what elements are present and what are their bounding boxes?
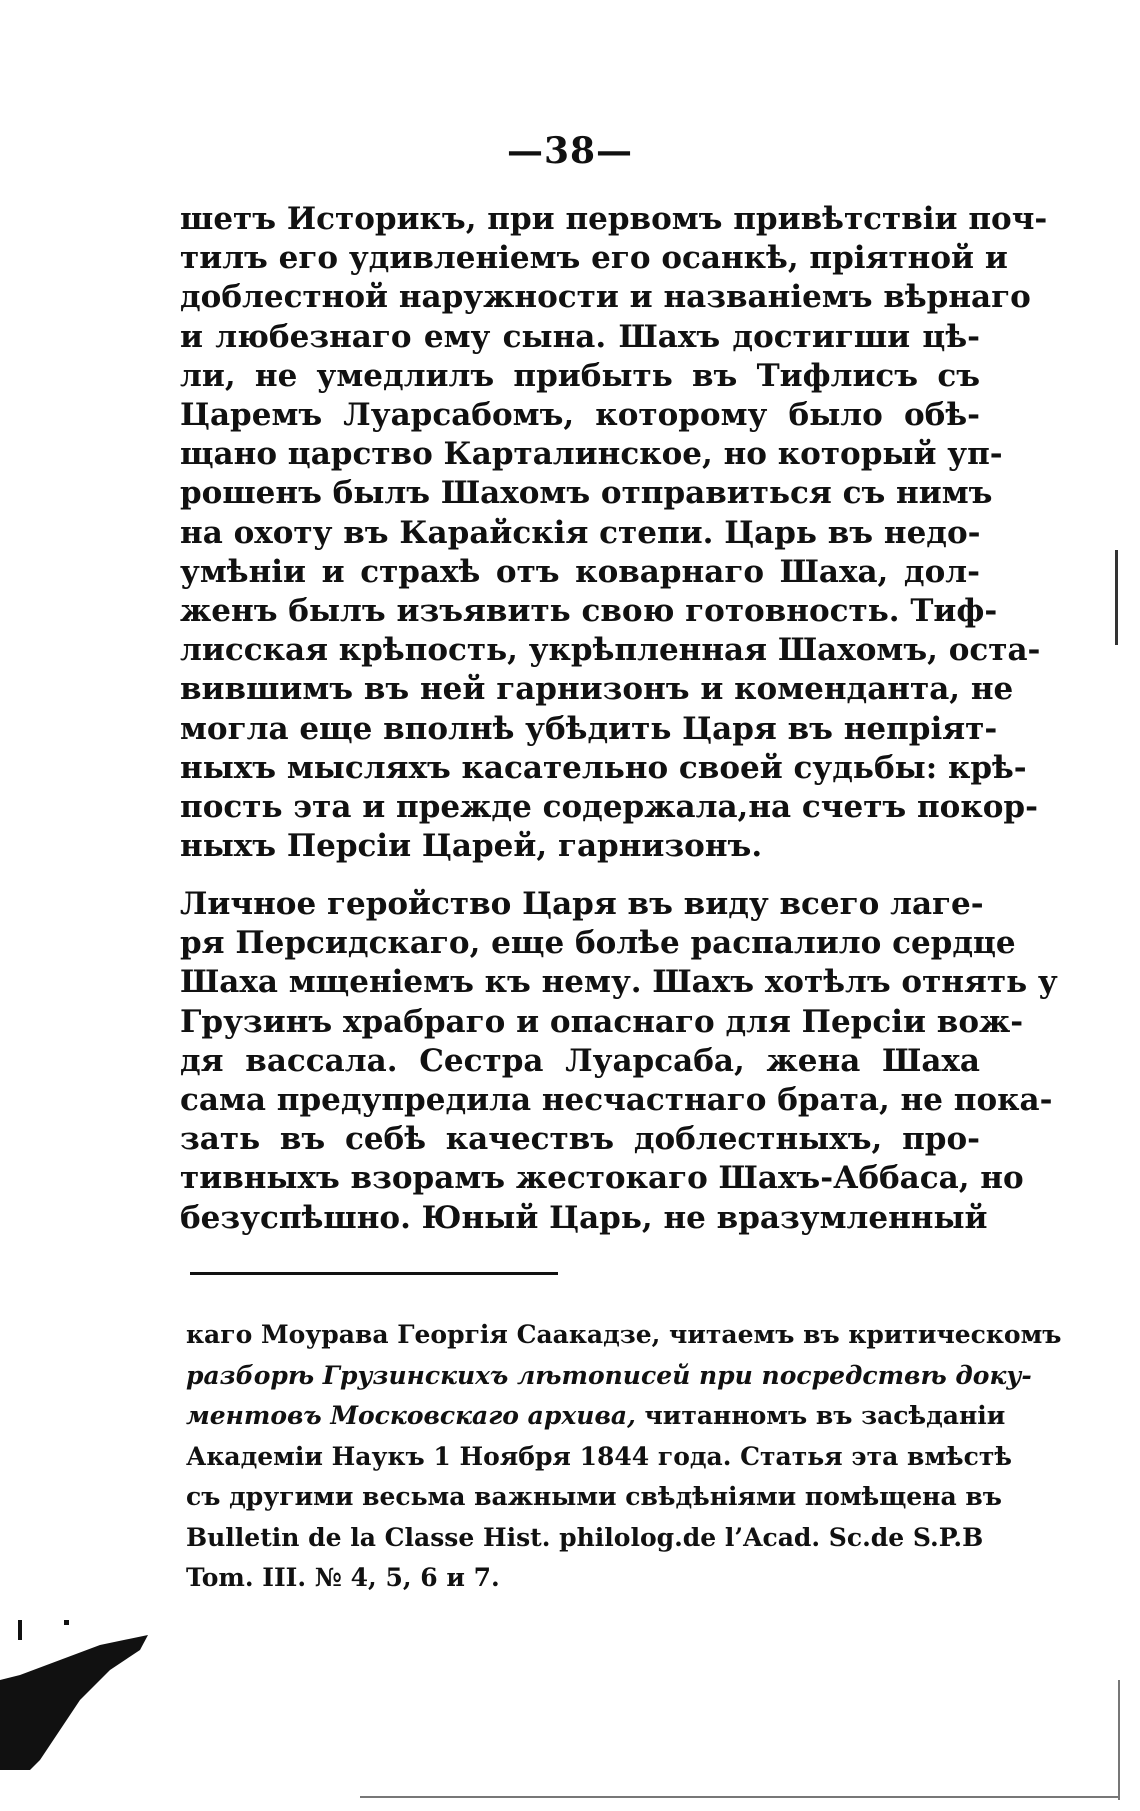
text-line: сама предупредила несчастнаго брата, не пока- [180,1082,1053,1119]
text-line: рошенъ былъ Шахомъ отправиться съ нимъ [180,475,993,512]
text-line: ныхъ Персіи Царей, гарнизонъ. [180,828,763,865]
text-line: Личное геройство Царя въ виду всего лаге- [180,886,984,922]
footnote-line: Академіи Наукъ 1 Ноября 1844 года. Статья эта вмѣстѣ [186,1441,1012,1471]
text-line: доблестной наружности и названіемъ вѣрнаго [180,279,1031,316]
footnote-divider [190,1272,558,1275]
text-line: женъ былъ изъявить свою готовность. Тиф- [180,593,998,630]
footnote-line [186,1396,1006,1437]
text-line: пость эта и прежде содержала,на счетъ покор- [180,789,1038,826]
text-line: зать въ себѣ качествъ доблестныхъ, про- [180,1121,980,1158]
footnote-text: читанномъ въ засѣданіи [635,1401,1006,1430]
paragraph-1 [180,200,1048,866]
page-number: —38— [506,130,634,172]
text-line: щано царство Карталинское, но который уп- [180,436,1003,473]
paragraph-2 [180,885,1058,1238]
text-line: безуспѣшно. Юный Царь, не вразумленный [180,1199,988,1236]
text-line: на охоту въ Карайскія степи. Царь въ недо- [180,514,981,551]
footnote-line: Bulletin de la Classe Hist. philolog.de l’Acad. Sc.de S.P.B [186,1522,984,1552]
text-line: лисская крѣпость, укрѣпленная Шахомъ, оста- [180,632,1041,669]
scan-ink-blot [0,1620,148,1770]
scan-edge-mark [1115,550,1118,645]
text-line: Царемъ Луарсабомъ, которому было обѣ- [180,397,980,434]
scan-right-line [1118,1680,1120,1800]
footnote-italic-text: ментовъ Московскаго архива, [186,1401,636,1430]
text-line: могла еще вполнѣ убѣдить Царя въ непріят- [180,710,998,747]
footnote-line: Tom. III. № 4, 5, 6 и 7. [186,1563,500,1592]
footnote-line [186,1356,1032,1397]
text-line: шетъ Историкъ, при первомъ привѣтствіи поч- [180,201,1048,237]
text-line: Шаха мщеніемъ къ нему. Шахъ хотѣлъ отнять у [180,964,1058,1001]
text-line: ныхъ мысляхъ касательно своей судьбы: крѣ- [180,749,1027,786]
text-line: дя вассала. Сестра Луарсаба, жена Шаха [180,1042,980,1079]
text-line: тилъ его удивленіемъ его осанкѣ, пріятной и [180,240,1008,277]
footnote-italic-text: разборѣ Грузинскихъ лѣтописей при посредствѣ доку- [186,1360,1032,1390]
footnote-line: съ другими весьма важными свѣдѣніями помѣщена въ [186,1482,1002,1511]
footnote [186,1315,1062,1599]
text-line: тивныхъ взорамъ жестокаго Шахъ-Аббаса, но [180,1160,1024,1197]
text-line: умѣніи и страхѣ отъ коварнаго Шаха, дол- [180,553,980,590]
text-line: и любезнаго ему сына. Шахъ достигши цѣ- [180,318,980,355]
text-line: Грузинъ храбраго и опаснаго для Персіи вож- [180,1003,1024,1040]
footnote-line: каго Моурава Георгія Саакадзе, читаемъ въ критическомъ [186,1320,1062,1349]
text-line: ли, не умедлилъ прибыть въ Тифлисъ съ [180,357,980,394]
text-line: ря Персидскаго, еще болѣе распалило сердце [180,925,1016,962]
scan-bottom-line [360,1796,1120,1798]
text-line: вившимъ въ ней гарнизонъ и коменданта, не [180,671,1014,708]
